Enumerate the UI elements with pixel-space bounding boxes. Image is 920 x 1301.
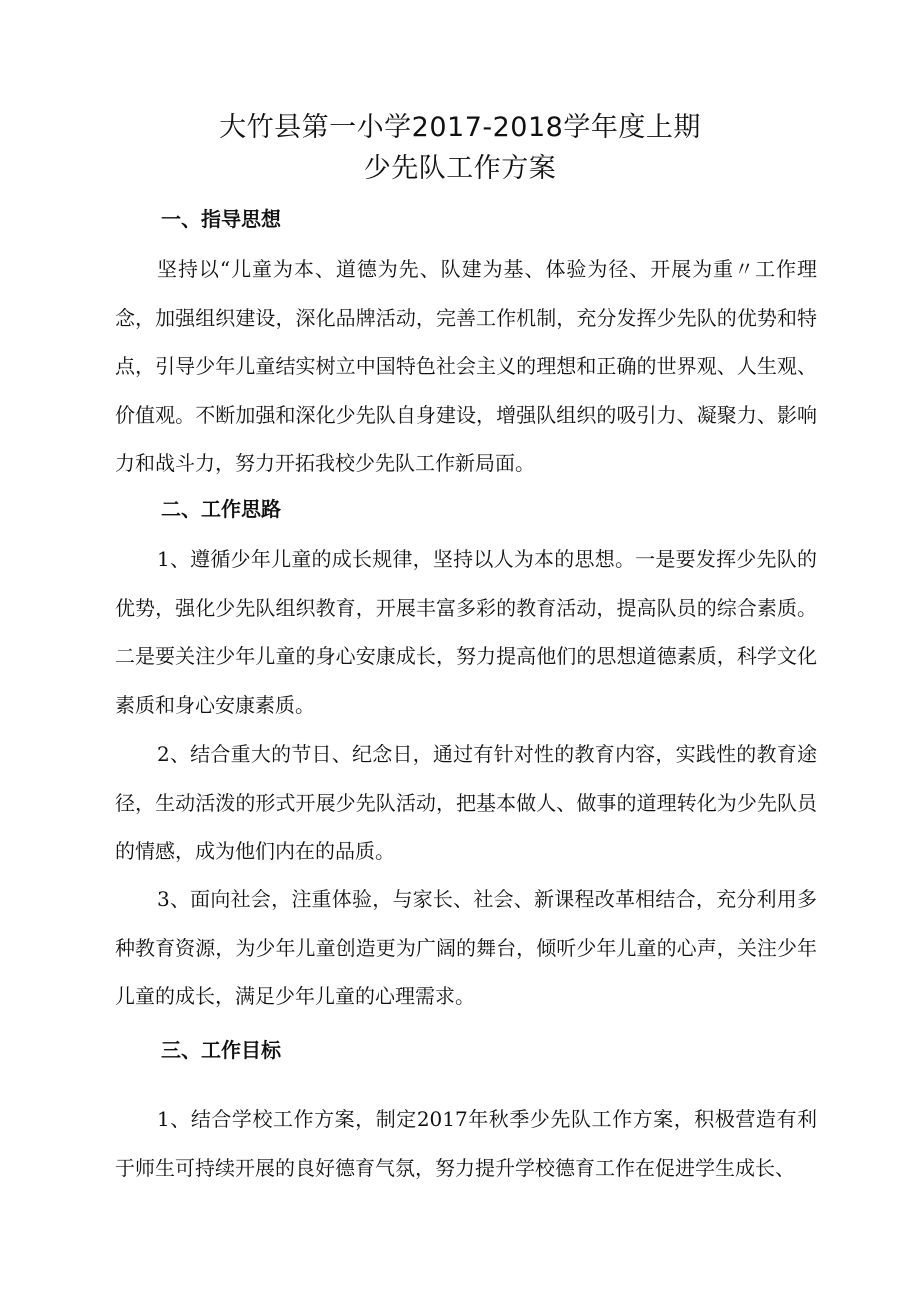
document-title-line-1: 大竹县第一小学2017-2018学年度上期 xyxy=(219,112,701,143)
work-approach-paragraph-1: 1、遵循少年儿童的成长规律，坚持以人为本的思想。一是要发挥少先队的优势，强化少先队组织教育，开展丰富多彩的教育活动，提高队员的综合素质。二是要关注少年儿童的身心安康成长，努力提高他们的思想道德素质，科学文化素质和身心安康素质。 xyxy=(115,547,817,717)
section-heading-work-goals: 三、工作目标 xyxy=(161,1038,281,1062)
work-approach-paragraph-2: 2、结合重大的节日、纪念日，通过有针对性的教育内容，实践性的教育途径，生动活泼的形式开展少先队活动，把基本做人、做事的道理转化为少先队员的情感，成为他们内在的品质。 xyxy=(115,742,817,863)
work-approach-paragraph-3: 3、面向社会，注重体验，与家长、社会、新课程改革相结合，充分利用多种教育资源，为少年儿童创造更为广阔的舞台，倾听少年儿童的心声，关注少年儿童的成长，满足少年儿童的心理需求。 xyxy=(115,887,817,1008)
section-paragraph-guiding-thought: 坚持以“儿童为本、道德为先、队建为基、体验为径、开展为重〃工作理念，加强组织建设，深化品牌活动，完善工作机制，充分发挥少先队的优势和特点，引导少年儿童结实树立中国特色社会主义的理想和正确的世界观、人生观、价值观。不断加强和深化少先队自身建设，增强队组织的吸引力、凝聚力、影响力和战斗力，努力开拓我校少先队工作新局面。 xyxy=(115,257,817,475)
section-heading-work-approach: 二、工作思路 xyxy=(161,497,281,521)
section-heading-guiding-thought: 一、指导思想 xyxy=(161,207,281,231)
work-goals-paragraph-1: 1、结合学校工作方案，制定2017年秋季少先队工作方案，积极营造有利于师生可持续开展的良好德育气氛，努力提升学校德育工作在促进学生成长、 xyxy=(115,1107,817,1180)
document-title-line-2: 少先队工作方案 xyxy=(363,153,557,184)
